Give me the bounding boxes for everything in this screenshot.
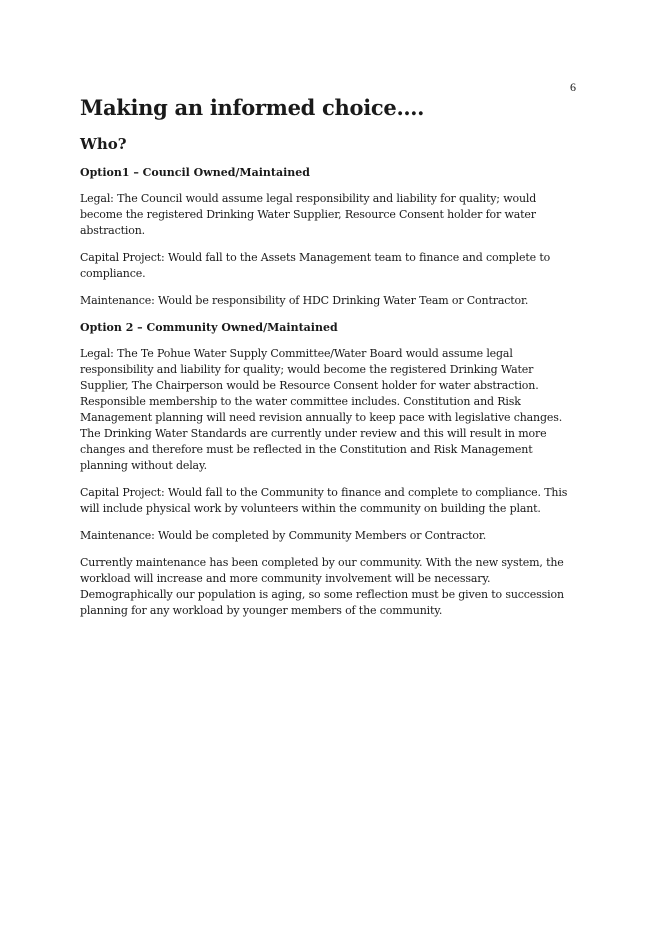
document-body <box>80 94 580 619</box>
option2-capital-paragraph: Capital Project: Would fall to the Community to finance and complete to compliance. This will include physical work by volunteers within the community on building the plant. <box>80 486 568 515</box>
option2-maintenance-paragraph: Maintenance: Would be completed by Community Members or Contractor. <box>80 529 487 542</box>
option1-heading: Option1 – Council Owned/Maintained <box>80 166 310 179</box>
option1-legal-paragraph: Legal: The Council would assume legal responsibility and liability for quality; would become the registered Drinking Water Supplier, Resource Consent holder for water abstraction. <box>80 192 537 237</box>
option1-maintenance-paragraph: Maintenance: Would be responsibility of HDC Drinking Water Team or Contractor. <box>80 294 529 307</box>
page-number: 6 <box>570 80 576 94</box>
option2-heading: Option 2 – Community Owned/Maintained <box>80 321 338 334</box>
page-title: Making an informed choice…. <box>80 95 425 120</box>
option1-capital-paragraph: Capital Project: Would fall to the Assets Management team to finance and complete to compliance. <box>80 251 551 280</box>
section-heading-who: Who? <box>80 135 127 153</box>
current-maintenance-paragraph: Currently maintenance has been completed by our community. With the new system, the workload will increase and more community involvement will be necessary. Demographically our population is aging, so some reflection must be given to succession planning for any workload by younger members of the community. <box>80 556 564 617</box>
option2-legal-paragraph: Legal: The Te Pohue Water Supply Committee/Water Board would assume legal responsibility and liability for quality; would become the registered Drinking Water Supplier, The Chairperson would be Resource Consent holder for water abstraction. Responsible membership to the water committee includes. Constitution and Risk Management planning will need revision annually to keep pace with legislative changes. The Drinking Water Standards are currently under review and this will result in more changes and therefore must be reflected in the Constitution and Risk Management planning without delay. <box>80 347 563 472</box>
